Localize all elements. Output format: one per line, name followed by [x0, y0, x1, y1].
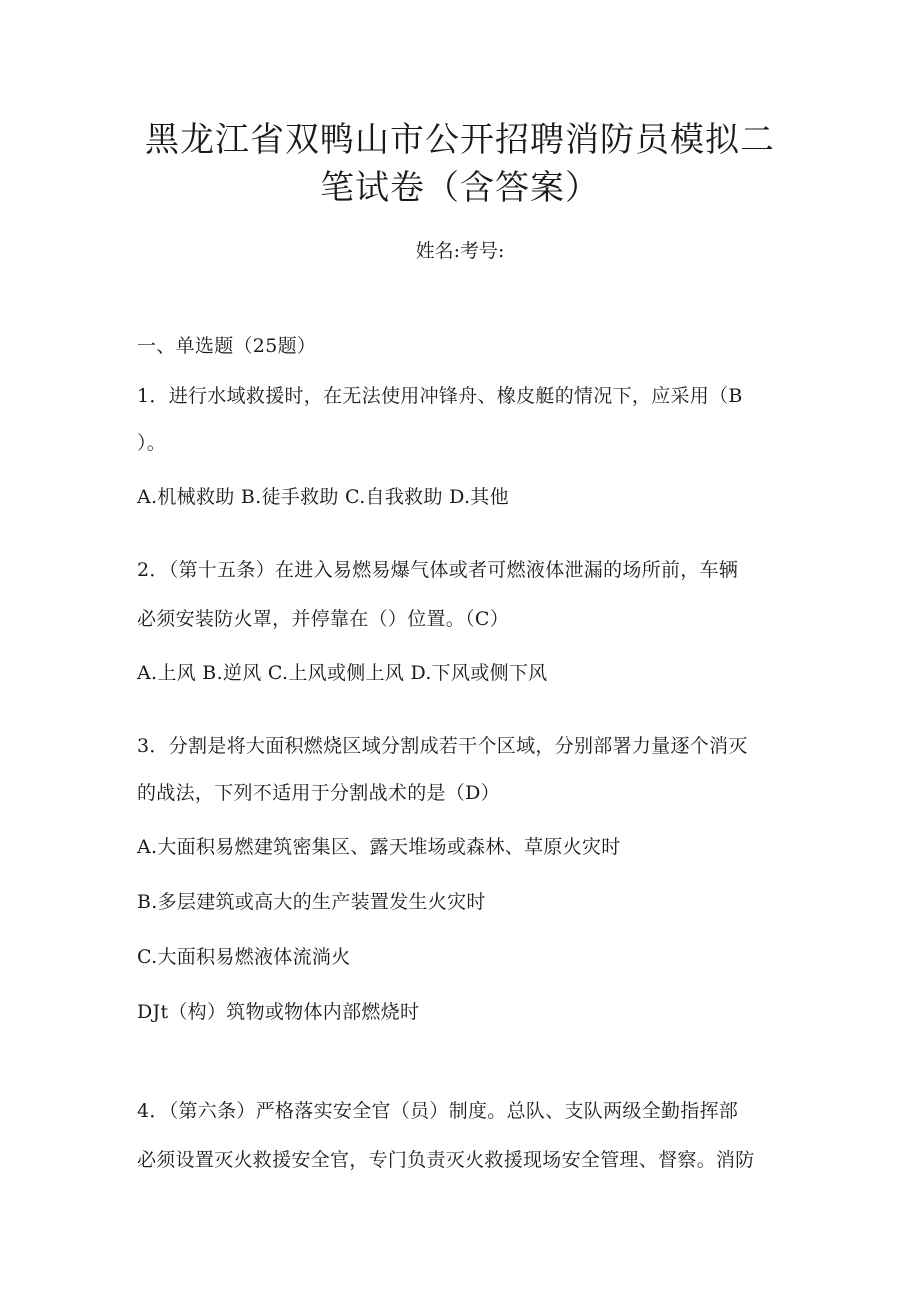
document-title-line-2: 笔试卷（含答案）	[320, 168, 600, 208]
document-title-line-1: 黑龙江省双鸭山市公开招聘消防员模拟二	[145, 120, 775, 160]
question-1-line-2: ）。	[137, 432, 167, 454]
question-4-line-1: 4．（第六条）严格落实安全官（员）制度。总队、支队两级全勤指挥部	[137, 1100, 739, 1122]
question-3-option-c: C.大面积易燃液体流淌火	[137, 946, 351, 968]
question-4-line-2: 必须设置灭火救援安全官，专门负责灭火救援现场安全管理、督察。消防	[137, 1149, 755, 1171]
candidate-info: 姓名:考号:	[415, 240, 505, 262]
question-2-options: A.上风 B.逆风 C.上风或侧上风 D.下风或侧下风	[137, 662, 548, 684]
question-3-option-b: B.多层建筑或高大的生产装置发生火灾时	[137, 891, 486, 913]
question-3-line-1: 3．分割是将大面积燃烧区域分割成若干个区域，分别部署力量逐个消灭	[137, 735, 748, 757]
question-1-options: A.机械救助 B.徒手救助 C.自我救助 D.其他	[137, 486, 509, 508]
question-3-option-d: DJt（构）筑物或物体内部燃烧时	[137, 1001, 420, 1023]
question-3-line-2: 的战法，下列不适用于分割战术的是（D）	[137, 782, 500, 804]
section-heading: 一、单选题（25题）	[137, 335, 317, 357]
question-1-line-1: 1．进行水域救援时，在无法使用冲锋舟、橡皮艇的情况下，应采用（B	[137, 385, 743, 407]
question-2-line-1: 2．（第十五条）在进入易燃易爆气体或者可燃液体泄漏的场所前，车辆	[137, 559, 739, 581]
question-3-option-a: A.大面积易燃建筑密集区、露天堆场或森林、草原火灾时	[137, 836, 621, 858]
question-2-line-2: 必须安装防火罩，并停靠在（）位置。（C）	[137, 608, 510, 630]
